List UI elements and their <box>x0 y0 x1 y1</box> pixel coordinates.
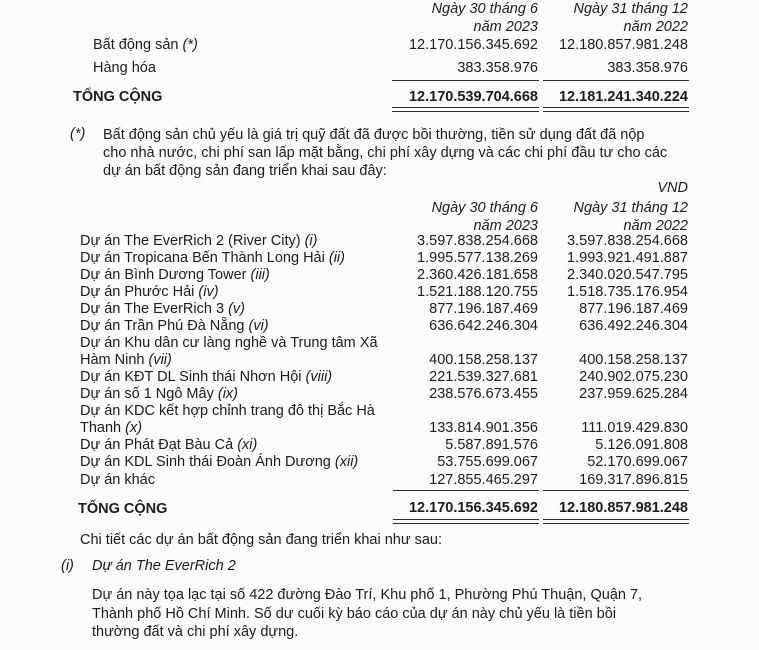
value-2022: 2.340.020.547.795 <box>567 267 688 283</box>
value-2023: 3.597.838.254.668 <box>417 233 538 249</box>
projects-col-header-2023 <box>380 199 538 235</box>
text-line: Thành phố Hồ Chí Minh. Số dư cuối kỳ báo cáo của dự án này chủ yếu là tiền bồi <box>92 605 617 622</box>
total-double-rule <box>543 107 689 112</box>
footnote-ref: (viii) <box>305 369 333 385</box>
row-label: Dự án Phước Hải <box>80 284 195 300</box>
value-2023: 1.521.188.120.755 <box>417 284 538 300</box>
header-line: Ngày 30 tháng 6 <box>431 200 538 216</box>
details-intro: Chi tiết các dự án bất động sản đang triển khai như sau: <box>80 532 443 548</box>
footnote-ref: (*) <box>182 37 198 53</box>
table-row-label <box>80 250 345 266</box>
row-label: Dự án Bình Dương Tower <box>80 267 247 283</box>
text-line: thường đất và chi phí xây dựng. <box>92 624 299 640</box>
row-label: Thanh <box>80 420 122 436</box>
header-line: năm 2022 <box>623 218 688 234</box>
value-2023: 238.576.673.455 <box>429 386 538 402</box>
table-row-label <box>80 420 142 436</box>
summary-col-header-2023 <box>380 0 538 36</box>
header-line: Ngày 31 tháng 12 <box>573 200 688 216</box>
footnote-ref: (x) <box>125 420 143 436</box>
text-line: Bất động sản chủ yếu là giá trị quỹ đất đã được bồi thường, tiền sử dụng đất đã nộp <box>103 127 645 143</box>
footnote-ref: (v) <box>228 301 245 317</box>
text-line: dự án bất động sản đang triển khai sau đây: <box>103 163 387 179</box>
row-label: Dự án Phát Đạt Bàu Cả <box>80 437 234 453</box>
value-2022: 877.196.187.469 <box>579 301 688 317</box>
value-2022: 636.492.246.304 <box>579 318 688 334</box>
value-2023: 400.158.258.137 <box>429 352 538 368</box>
value-2022: 12.180.857.981.248 <box>558 37 688 53</box>
total-double-rule <box>393 519 539 524</box>
row-label: Dự án The EverRich 2 (River City) <box>80 233 301 249</box>
total-double-rule <box>392 107 539 112</box>
footnote-ref: (iii) <box>250 267 270 283</box>
value-2023: 133.814.901.356 <box>429 420 538 436</box>
subtotal-rule <box>392 80 539 81</box>
row-label: Dự án Trần Phú Đà Nẵng <box>80 318 245 334</box>
value-2022: 240.902.075.230 <box>579 369 688 385</box>
value-2022: 111.019.429.830 <box>581 420 688 436</box>
row-label: Dự án KĐT DL Sinh thái Nhơn Hội <box>80 369 302 385</box>
item-title: Dự án The EverRich 2 <box>92 558 236 574</box>
text-line: cho nhà nước, chi phí san lấp mặt bằng, chi phí xây dựng và các chi phí đầu tư cho các <box>103 145 668 161</box>
row-label: Dự án KDL Sinh thái Đoàn Ánh Dương <box>80 454 331 470</box>
subtotal-rule <box>543 80 689 81</box>
item-marker: (i) <box>61 558 74 574</box>
value-2022: 1.518.735.176.954 <box>567 284 688 300</box>
footnote-ref: (ii) <box>328 250 345 266</box>
value-2023: 221.539.327.681 <box>429 369 538 385</box>
footnote-marker: (*) <box>70 126 86 142</box>
footnote-text <box>103 126 667 180</box>
table-row-label <box>80 267 270 283</box>
total-label: TỔNG CỘNG <box>78 501 168 517</box>
value-2022: 52.170.699.067 <box>587 454 688 470</box>
row-label: Dự án số 1 Ngô Mây <box>80 386 214 402</box>
footnote-ref: (vi) <box>248 318 269 334</box>
footnote-ref: (vii) <box>148 352 172 368</box>
summary-col-header-2022 <box>542 0 688 36</box>
value-2023: 127.855.465.297 <box>429 472 538 488</box>
total-2023: 12.170.156.345.692 <box>408 500 538 516</box>
value-2023: 383.358.976 <box>457 60 538 76</box>
table-row-label <box>80 318 269 334</box>
row-label: Hàng hóa <box>93 60 156 76</box>
row-label: Dự án Tropicana Bến Thành Long Hải <box>80 250 325 266</box>
row-label: Dự án The EverRich 3 <box>80 301 225 317</box>
total-label: TỔNG CỘNG <box>73 89 163 105</box>
row-label: Dự án khác <box>80 472 155 488</box>
header-line: năm 2022 <box>623 19 688 35</box>
footnote-ref: (iv) <box>198 284 219 300</box>
header-line: Ngày 30 tháng 6 <box>431 1 538 17</box>
row-label: Hàm Ninh <box>80 352 145 368</box>
table-row-label <box>80 233 317 249</box>
value-2022: 237.959.625.284 <box>579 386 688 402</box>
total-2023: 12.170.539.704.668 <box>408 89 538 105</box>
value-2023: 2.360.426.181.658 <box>417 267 538 283</box>
value-2022: 169.317.896.815 <box>579 472 688 488</box>
table-row-label <box>80 454 358 470</box>
value-2023: 877.196.187.469 <box>429 301 538 317</box>
table-row-label <box>80 386 238 402</box>
currency-label: VND <box>657 180 688 196</box>
table-row-label <box>80 369 332 385</box>
header-line: năm 2023 <box>473 218 538 234</box>
row-label: Bất động sản <box>93 37 179 53</box>
projects-col-header-2022 <box>542 199 688 235</box>
table-row-label <box>80 352 172 368</box>
footnote-ref: (xi) <box>237 437 258 453</box>
value-2022: 3.597.838.254.668 <box>567 233 688 249</box>
header-line: Ngày 31 tháng 12 <box>573 1 688 17</box>
value-2022: 5.126.091.808 <box>595 437 688 453</box>
total-2022: 12.180.857.981.248 <box>558 500 688 516</box>
table-row-label <box>80 284 219 300</box>
total-2022: 12.181.241.340.224 <box>558 89 688 105</box>
row-label: Dự án KDC kết hợp chỉnh trang đô thị Bắc Hà <box>80 403 375 419</box>
table-row-label <box>93 37 198 53</box>
value-2023: 636.642.246.304 <box>429 318 538 334</box>
subtotal-rule <box>393 490 539 491</box>
total-double-rule <box>543 519 689 524</box>
value-2023: 53.755.699.067 <box>437 454 538 470</box>
table-row-label <box>80 301 245 317</box>
footnote-ref: (xii) <box>334 454 359 470</box>
subtotal-rule <box>543 490 689 491</box>
value-2022: 1.993.921.491.887 <box>567 250 688 266</box>
value-2023: 1.995.577.138.269 <box>417 250 538 266</box>
value-2022: 400.158.258.137 <box>579 352 688 368</box>
table-row-label <box>80 437 257 453</box>
value-2023: 12.170.156.345.692 <box>408 37 538 53</box>
footnote-ref: (ix) <box>217 386 238 402</box>
footnote-ref: (i) <box>304 233 318 249</box>
header-line: năm 2023 <box>473 19 538 35</box>
text-line: Dự án này tọa lạc tại số 422 đường Đào Trí, Khu phố 1, Phường Phú Thuận, Quận 7, <box>92 587 643 603</box>
row-label: Dự án Khu dân cư làng nghề và Trung tâm Xã <box>80 335 378 351</box>
value-2023: 5.587.891.576 <box>445 437 538 453</box>
value-2022: 383.358.976 <box>607 60 688 76</box>
item-description <box>92 586 692 642</box>
